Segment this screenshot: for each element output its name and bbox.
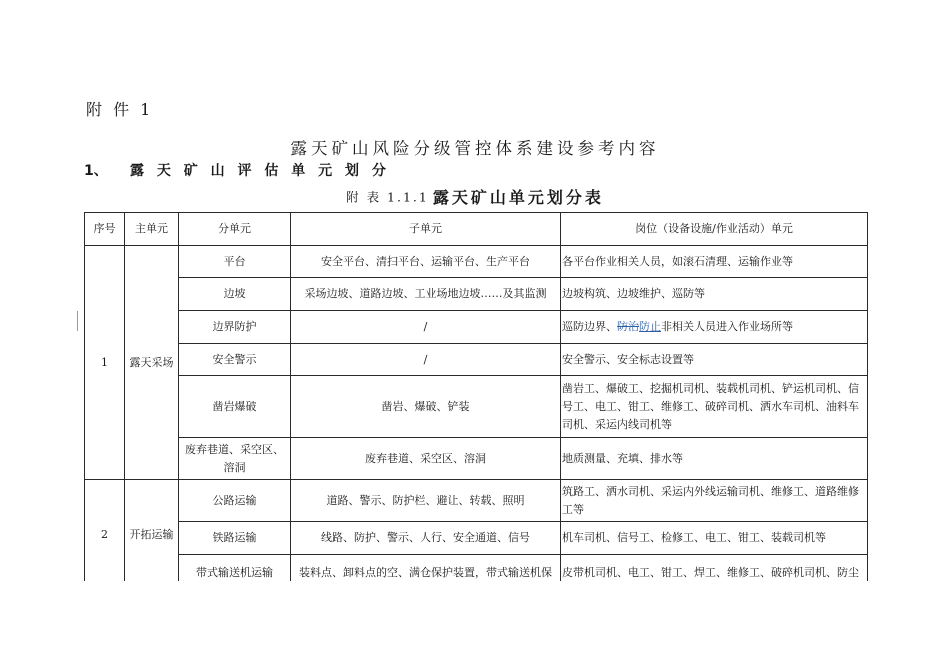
post-unit: 筑路工、洒水司机、采运内外线运输司机、维修工、道路维修工等 bbox=[561, 480, 868, 522]
unit-division-table bbox=[84, 212, 868, 581]
document-title: 露天矿山风险分级管控体系建设参考内容 bbox=[290, 139, 660, 158]
sub-unit: 带式输送机运输 bbox=[179, 555, 291, 582]
post-unit: 安全警示、安全标志设置等 bbox=[561, 344, 868, 376]
table-row bbox=[85, 522, 868, 555]
column-header: 分单元 bbox=[179, 213, 291, 246]
group-number: 1 bbox=[85, 246, 125, 480]
attachment-label: 附 件 1 bbox=[86, 100, 154, 119]
post-unit: 边坡构筑、边坡维护、巡防等 bbox=[561, 278, 868, 311]
post-unit bbox=[561, 311, 868, 344]
column-header: 岗位（设备设施/作业活动）单元 bbox=[561, 213, 868, 246]
post-unit: 机车司机、信号工、检修工、电工、钳工、装载司机等 bbox=[561, 522, 868, 555]
post-unit: 凿岩工、爆破工、挖掘机司机、装载机司机、铲运机司机、信号工、电工、钳工、维修工、破碎司机、洒水车司机、油料车司机、采运内线司机等 bbox=[561, 376, 868, 438]
table-row bbox=[85, 246, 868, 278]
post-unit: 皮带机司机、电工、钳工、焊工、维修工、破碎机司机、防尘 bbox=[561, 555, 868, 582]
child-unit: / bbox=[291, 311, 561, 344]
sub-unit: 安全警示 bbox=[179, 344, 291, 376]
table-row bbox=[85, 555, 868, 582]
post-text: 非相关人员进入作业场所等 bbox=[661, 320, 793, 333]
table-row bbox=[85, 311, 868, 344]
sub-unit: 边界防护 bbox=[179, 311, 291, 344]
column-header: 主单元 bbox=[125, 213, 179, 246]
child-unit: 废弃巷道、采空区、溶洞 bbox=[291, 438, 561, 480]
child-unit: 线路、防护、警示、人行、安全通道、信号 bbox=[291, 522, 561, 555]
post-unit: 各平台作业相关人员，如滚石清理、运输作业等 bbox=[561, 246, 868, 278]
sub-unit: 边坡 bbox=[179, 278, 291, 311]
child-unit: 安全平台、清扫平台、运输平台、生产平台 bbox=[291, 246, 561, 278]
table-row bbox=[85, 278, 868, 311]
sub-unit: 公路运输 bbox=[179, 480, 291, 522]
sub-unit: 平台 bbox=[179, 246, 291, 278]
table-caption bbox=[0, 185, 950, 208]
tracked-deletion: 防治 bbox=[617, 320, 639, 333]
column-header: 子单元 bbox=[291, 213, 561, 246]
table-caption-prefix: 附 表 1.1.1 bbox=[346, 189, 429, 205]
group-number: 2 bbox=[85, 480, 125, 582]
child-unit: 采场边坡、道路边坡、工业场地边坡……及其监测 bbox=[291, 278, 561, 311]
section-heading bbox=[84, 160, 390, 180]
child-unit: 装料点、卸料点的空、满仓保护装置，带式输送机保 bbox=[291, 555, 561, 582]
column-header: 序号 bbox=[85, 213, 125, 246]
post-text: 巡防边界、 bbox=[562, 320, 617, 333]
table-row bbox=[85, 376, 868, 438]
child-unit: / bbox=[291, 344, 561, 376]
table-row bbox=[85, 480, 868, 522]
sub-unit: 凿岩爆破 bbox=[179, 376, 291, 438]
child-unit: 道路、警示、防护栏、避让、转载、照明 bbox=[291, 480, 561, 522]
post-unit: 地质测量、充填、排水等 bbox=[561, 438, 868, 480]
child-unit: 凿岩、爆破、铲装 bbox=[291, 376, 561, 438]
margin-change-bar bbox=[77, 311, 78, 331]
sub-unit: 废弃巷道、采空区、溶洞 bbox=[179, 438, 291, 480]
sub-unit: 铁路运输 bbox=[179, 522, 291, 555]
table-row bbox=[85, 438, 868, 480]
tracked-insertion: 防止 bbox=[639, 320, 661, 333]
main-unit: 露天采场 bbox=[125, 246, 179, 480]
table-row bbox=[85, 344, 868, 376]
table-header-row bbox=[85, 213, 868, 246]
table-viewport bbox=[84, 212, 868, 581]
main-unit: 开拓运输 bbox=[125, 480, 179, 582]
section-number: 1、 bbox=[84, 163, 108, 179]
table-caption-title: 露天矿山单元划分表 bbox=[432, 188, 604, 207]
section-title: 露 天 矿 山 评 估 单 元 划 分 bbox=[130, 163, 390, 179]
